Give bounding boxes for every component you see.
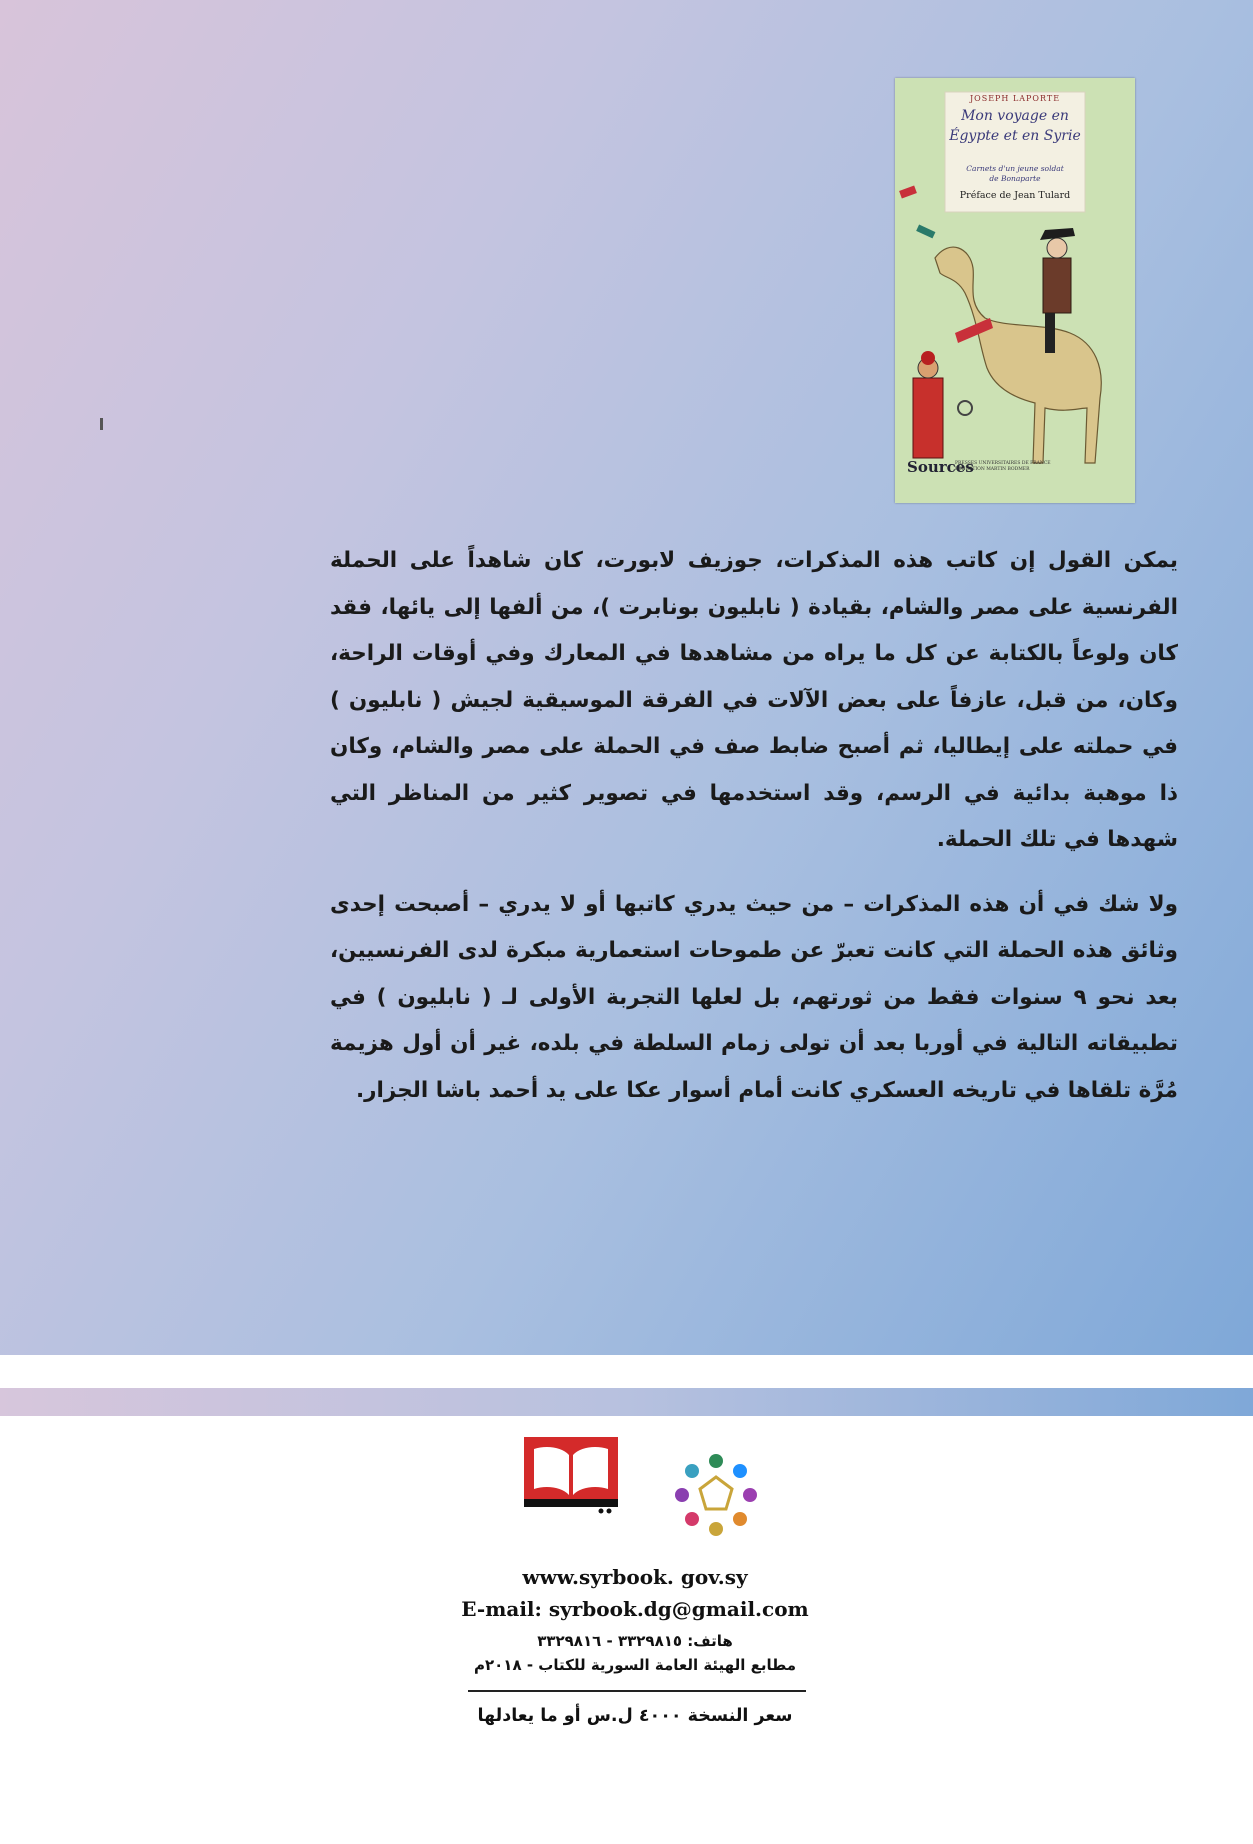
phone-numbers: هاتف: ٣٣٢٩٨١٥ - ٣٣٢٩٨١٦ [537,1632,733,1650]
decorative-stripe [0,1388,1253,1416]
open-book-logo-icon [524,1437,618,1515]
book-cover-thumbnail [895,78,1135,503]
back-cover-blurb [330,538,1178,1114]
divider-line [468,1690,806,1692]
blurb-paragraph-1: يمكن القول إن كاتب هذه المذكرات، جوزيف لابورت، كان شاهداً على الحملة الفرنسية على مصر والشام، بقيادة ( نابليون بونابرت )، من ألفها إلى يائها، فقد كان ولوعاً بالكتابة عن كل ما يراه من مشاهدها في المعارك وفي أوقات الراحة، وكان، من قبل، عازفاً على بعض الآلات في الفرقة الموسيقية لجيش ( نابليون ) في حملته على إيطاليا، ثم أصبح ضابط صف في الحملة على مصر والشام، وكان ذا موهبة بدائية في الرسم، وقد استخدمها في تصوير كثير من المناظر التي شهدها في تلك الحملة. [330,548,1178,852]
thumbnail-subtitle-line2: de Bonaparte [989,174,1041,183]
email-link[interactable]: E-mail: syrbook.dg@gmail.com [461,1597,809,1621]
thumbnail-publisher-line2: FONDATION MARTIN BODMER [955,467,1030,472]
thumbnail-author: JOSEPH LAPORTE [969,94,1061,103]
ministry-calligraphy-logo-icon [666,1440,766,1540]
thumbnail-preface: Préface de Jean Tulard [959,190,1071,201]
thumbnail-title-line1: Mon voyage en [961,108,1069,124]
thumbnail-series: Sources [907,458,974,476]
thumbnail-publisher [955,461,1115,473]
thumbnail-subtitle-line1: Carnets d'un jeune soldat [966,164,1064,173]
website-link[interactable]: www.syrbook. gov.sy [522,1565,748,1589]
printer-credit: مطابع الهيئة العامة السورية للكتاب - ٢٠١٨م [474,1656,796,1674]
print-speck [100,418,103,430]
blurb-paragraph-2: ولا شك في أن هذه المذكرات – من حيث يدري كاتبها أو لا يدري – أصبحت إحدى وثائق هذه الحملة التي كانت تعبرّ عن طموحات استعمارية مبكرة لدى الفرنسيين، بعد نحو ٩ سنوات فقط من ثورتهم، بل لعلها التجربة الأولى لـ ( نابليون ) في تطبيقاته التالية في أوربا بعد أن تولى زمام السلطة في بلده، غير أن أول هزيمة مُرَّة تلقاها في تاريخه العسكري كانت أمام أسوار عكا على يد أحمد باشا الجزار. [330,891,1178,1103]
thumbnail-title-line2: Égypte et en Syrie [949,128,1081,144]
thumbnail-publisher-line1: PRESSES UNIVERSITAIRES DE FRANCE [955,461,1051,466]
price-label: سعر النسخة ٤٠٠٠ ل.س أو ما يعادلها [477,1706,793,1726]
